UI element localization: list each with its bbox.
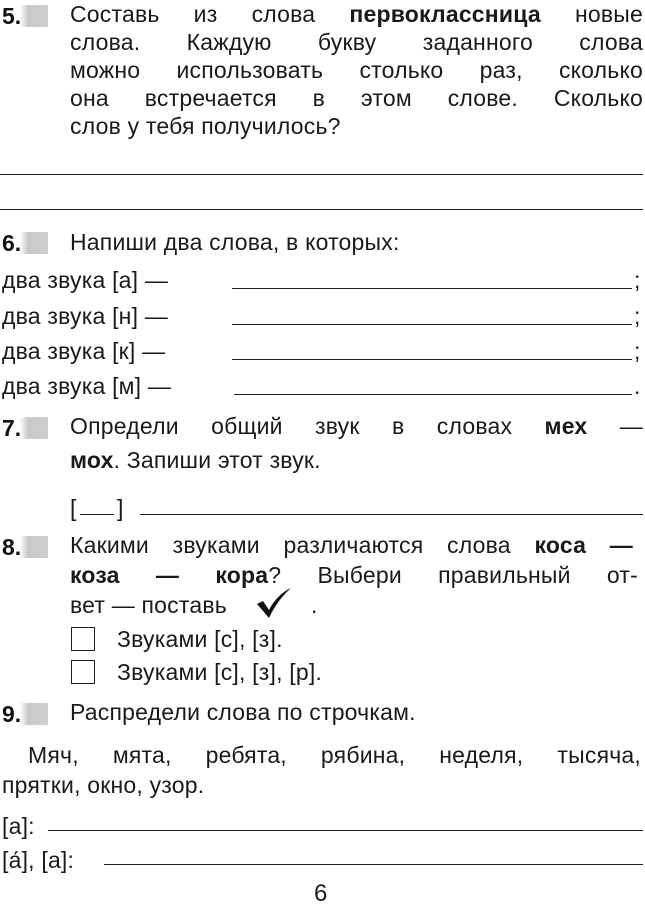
task-6-number-badge xyxy=(2,232,48,254)
task-6-row-1-end: ; xyxy=(634,267,641,293)
task-5-answer-line-1[interactable] xyxy=(0,174,643,175)
task-6-row-4-answer-line[interactable] xyxy=(234,394,632,395)
task-5-answer-line-2[interactable] xyxy=(0,209,643,210)
task-6-row-2-label: два звука [н] — xyxy=(2,303,168,329)
task-9-prompt: Распредели слова по строчкам. xyxy=(70,699,416,725)
task-6-prompt: Напиши два слова, в которых: xyxy=(70,229,400,255)
task-8-line-1 xyxy=(70,531,633,559)
task-5-line-3: можно использовать столько раз, сколько xyxy=(70,57,643,83)
task-6-row-3-answer-line[interactable] xyxy=(232,359,632,360)
task-6-row-2-answer-line[interactable] xyxy=(232,324,632,325)
task-9-row-1-answer-line[interactable] xyxy=(48,830,643,831)
task-6-row-3-label: два звука [к] — xyxy=(2,338,166,364)
task-9-number-badge xyxy=(2,703,48,725)
task-8-keyword-1: коса — xyxy=(534,532,633,558)
task-7-keyword-2: мох xyxy=(70,447,114,473)
task-5-number: 5. xyxy=(2,3,22,29)
task-7-dash: — xyxy=(587,413,643,439)
task-7-text: Определи общий звук в словах xyxy=(70,413,545,439)
task-9-row-1-label: [а]: xyxy=(2,813,35,839)
task-8-keyword-2: коза — кора xyxy=(70,562,269,588)
task-7-number: 7. xyxy=(2,415,22,441)
task-9-words-line-2: прятки, окно, узор. xyxy=(2,772,205,798)
task-5-keyword: первоклассница xyxy=(349,1,541,27)
task-6-number: 6. xyxy=(2,230,22,256)
task-8-line-3-end: . xyxy=(311,592,318,618)
task-5-line-1 xyxy=(70,0,643,28)
task-5-text-end: новые xyxy=(540,1,643,27)
task-8-number: 8. xyxy=(2,534,22,560)
task-9-number: 9. xyxy=(2,701,22,727)
task-7-sound-blank[interactable] xyxy=(80,514,114,515)
checkmark-icon xyxy=(254,586,294,620)
task-7-text-2: . Запиши этот звук. xyxy=(113,447,321,473)
task-8-option-1-checkbox[interactable] xyxy=(71,627,95,651)
task-8-number-badge xyxy=(2,536,48,558)
task-6-row-2-end: ; xyxy=(634,303,641,329)
task-8-option-2-label: Звуками [с], [з], [р]. xyxy=(117,659,323,685)
task-9-row-2-answer-line[interactable] xyxy=(104,864,643,865)
task-8-text-2: ? Выбери правильный от- xyxy=(268,562,638,588)
task-7-bracket-open: [ xyxy=(70,495,77,521)
task-6-row-3-end: ; xyxy=(634,338,641,364)
task-5-line-5: слов у тебя получилось? xyxy=(70,113,341,139)
task-6-row-4-end: . xyxy=(634,373,641,399)
task-8-line-3: вет — поставь xyxy=(70,592,227,618)
task-7-keyword-1: мех xyxy=(544,413,588,439)
task-7-answer-line[interactable] xyxy=(140,514,643,515)
task-5-line-4: она встречается в этом слове. Сколько xyxy=(70,85,643,111)
task-6-row-1-answer-line[interactable] xyxy=(232,288,632,289)
task-5-line-2: слова. Каждую букву заданного слова xyxy=(70,29,643,55)
task-8-line-2 xyxy=(70,561,638,589)
task-5-number-badge xyxy=(2,5,48,27)
task-6-row-1-label: два звука [а] — xyxy=(2,267,169,293)
task-8-text: Какими звуками различаются слова xyxy=(70,532,535,558)
task-7-number-badge xyxy=(2,417,48,439)
task-9-row-2-label: [а́], [а]: xyxy=(2,847,75,873)
task-8-option-2-checkbox[interactable] xyxy=(71,660,95,684)
task-6-row-4-label: два звука [м] — xyxy=(2,373,172,399)
task-8-option-1-label: Звуками [с], [з]. xyxy=(117,626,283,652)
task-7-line-2 xyxy=(70,446,321,474)
task-7-line-1 xyxy=(70,412,643,440)
page-number: 6 xyxy=(314,880,328,907)
task-9-words-line-1: Мяч, мята, ребята, рябина, неделя, тысяча, xyxy=(28,742,641,768)
task-7-bracket-close: ] xyxy=(117,495,124,521)
task-5-text: Составь из слова xyxy=(70,1,350,27)
